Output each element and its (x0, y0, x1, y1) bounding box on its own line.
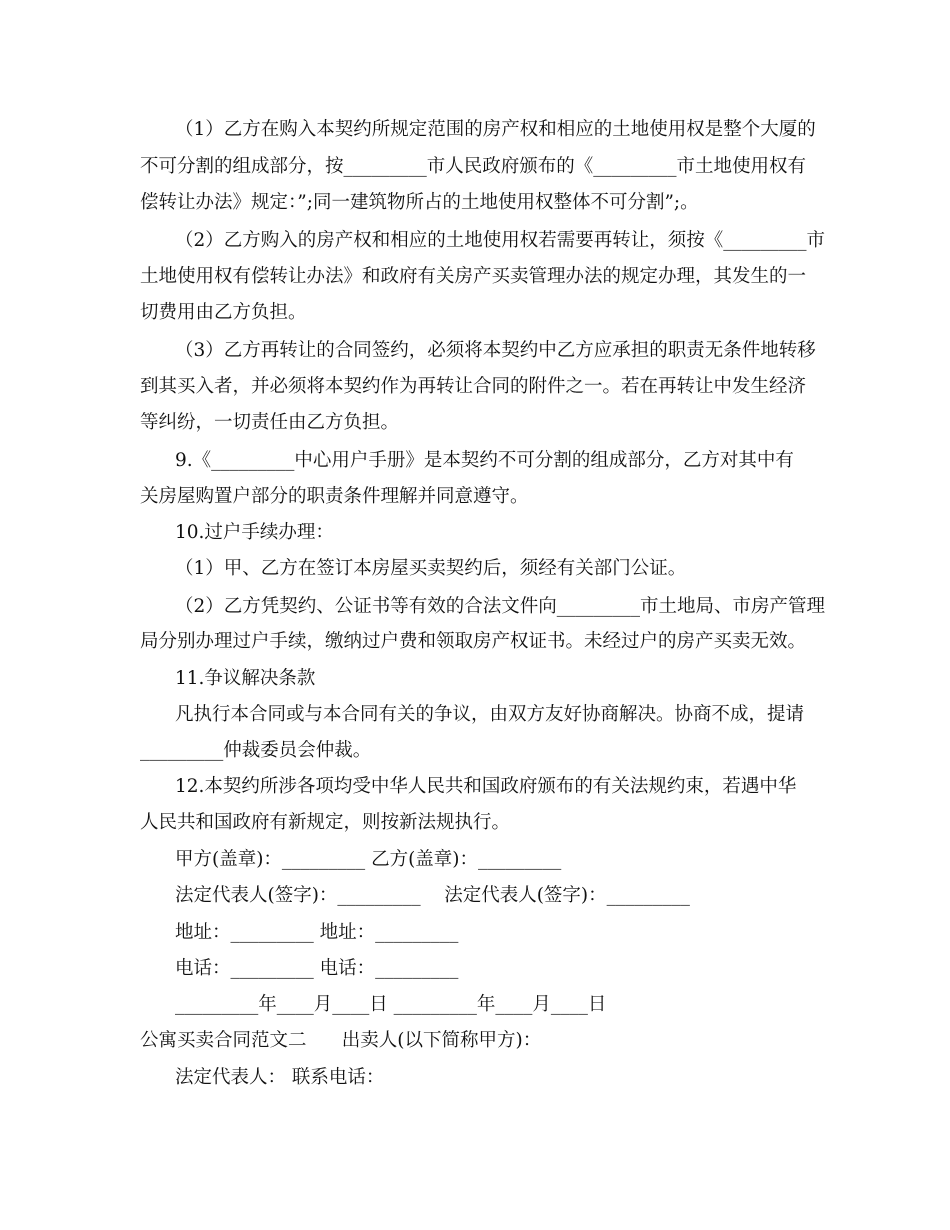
clause-11-line-2: _________仲裁委员会仲裁。 (140, 740, 372, 761)
clause-8-2-line-3: 切费用由乙方负担。 (140, 302, 307, 323)
signature-date-line: _________年____月____日 _________年____月____日 (175, 994, 607, 1015)
clause-9-line-1: 9.《_________中心用户手册》是本契约不可分割的组成部分，乙方对其中有 (175, 450, 794, 471)
clause-10-heading: 10.过户手续办理： (175, 522, 334, 543)
signature-phone-line: 电话：_________ 电话：_________ (175, 958, 459, 979)
signature-address-line: 地址：_________ 地址：_________ (175, 922, 459, 943)
clause-8-3-line-2: 到其买入者，并必须将本契约作为再转让合同的附件之一。若在再转让中发生经济 (140, 376, 807, 397)
signature-seal-line: 甲方(盖章)：_________ 乙方(盖章)：_________ (175, 849, 562, 870)
clause-12-line-1: 12.本契约所涉各项均受中华人民共和国政府颁布的有关法规约束，若遇中华 (175, 776, 797, 797)
clause-10-1: （1）甲、乙方在签订本房屋买卖契约后，须经有关部门公证。 (175, 558, 687, 579)
clause-8-2-line-1: （2）乙方购入的房产权和相应的土地使用权若需要再转让，须按《_________市 (175, 230, 826, 251)
clause-8-3-line-1: （3）乙方再转让的合同签约，必须将本契约中乙方应承担的职责无条件地转移 (175, 340, 816, 361)
clause-8-1-line-1: （1）乙方在购入本契约所规定范围的房产权和相应的土地使用权是整个大厦的 (175, 119, 816, 140)
second-contract-title-line: 公寓买卖合同范文二 出卖人(以下简称甲方)： (140, 1030, 542, 1051)
clause-8-1-line-3: 偿转让办法》规定：”;同一建筑物所占的土地使用权整体不可分割”;。 (140, 192, 699, 213)
clause-11-heading: 11.争议解决条款 (175, 668, 316, 689)
clause-10-2-line-2: 局分别办理过户手续，缴纳过户费和领取房产权证书。未经过户的房产买卖无效。 (140, 631, 807, 652)
clause-8-2-line-2: 土地使用权有偿转让办法》和政府有关房产买卖管理办法的规定办理，其发生的一 (140, 266, 807, 287)
clause-8-1-line-2: 不可分割的组成部分，按_________市人民政府颁布的《_________市土地使用权有 (140, 156, 807, 177)
clause-9-line-2: 关房屋购置户部分的职责条件理解并同意遵守。 (140, 486, 529, 507)
clause-11-line-1: 凡执行本合同或与本合同有关的争议，由双方友好协商解决。协商不成，提请 (175, 704, 805, 725)
clause-12-line-2: 人民共和国政府有新规定，则按新法规执行。 (140, 812, 511, 833)
signature-representative-line: 法定代表人(签字)：_________ 法定代表人(签字)：_________ (175, 885, 690, 906)
clause-10-2-line-1: （2）乙方凭契约、公证书等有效的合法文件向_________市土地局、市房产管理 (175, 596, 826, 617)
second-contract-representative-line: 法定代表人： 联系电话： (175, 1067, 385, 1088)
clause-8-3-line-3: 等纠纷，一切责任由乙方负担。 (140, 412, 400, 433)
